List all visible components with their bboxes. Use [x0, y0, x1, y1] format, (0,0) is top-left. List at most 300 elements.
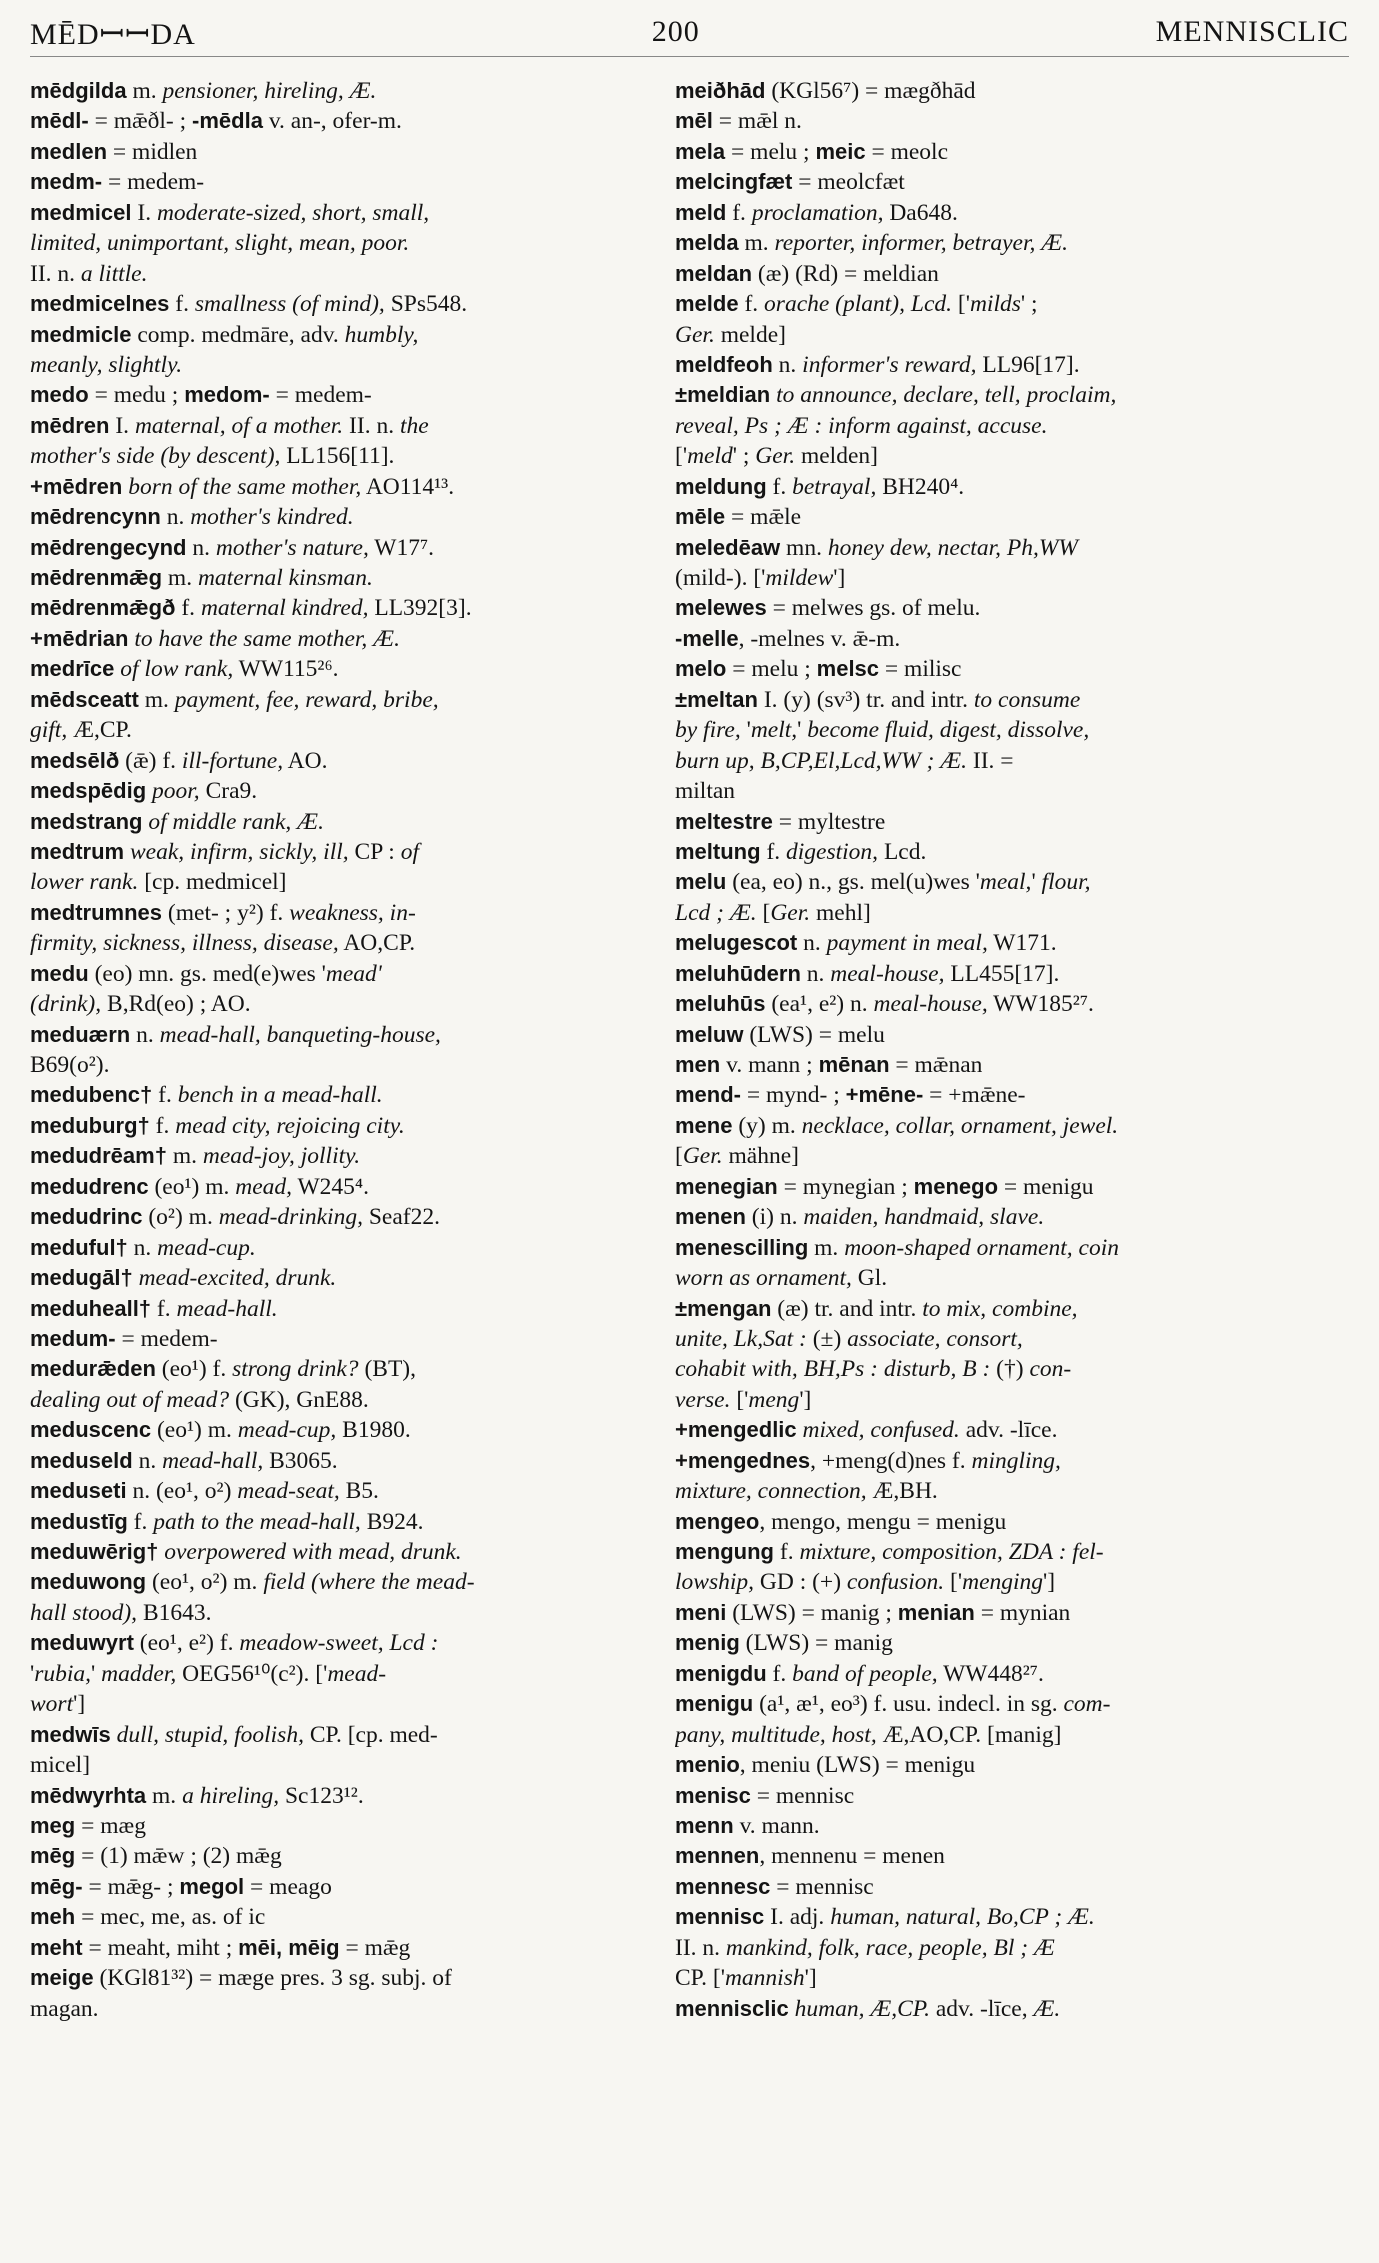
entry-text: = +mǣne-: [923, 1082, 1026, 1109]
definition-text: melt,: [750, 717, 798, 744]
entry-text: = mynegian ;: [777, 1173, 914, 1200]
entry-line: [30, 898, 670, 928]
entry-text: ': [30, 1660, 35, 1687]
headword: meduwērig†: [30, 1539, 159, 1564]
definition-text: com-: [1063, 1691, 1111, 1718]
definition-text: maternal kindred,: [200, 595, 369, 622]
entry-line: [30, 867, 670, 897]
headword: meduseld: [30, 1447, 133, 1473]
entry-line: [675, 198, 1330, 228]
entry-text: ']: [799, 1386, 812, 1413]
definition-text: strong drink?: [232, 1356, 359, 1383]
entry-line: [30, 380, 670, 410]
entry-text: adv. -līce.: [959, 1417, 1058, 1444]
definition-text: (drink),: [30, 991, 102, 1018]
entry-text: = medem-: [102, 169, 205, 196]
definition-text: of middle rank, Æ.: [148, 808, 324, 835]
entry-text: B5.: [339, 1478, 379, 1505]
definition-text: mead-hall.: [176, 1295, 278, 1322]
headword: meldfeoh: [675, 351, 773, 377]
headword: mēdren: [30, 412, 110, 438]
entry-text: = mynian: [974, 1599, 1071, 1626]
definition-text: mead,: [235, 1173, 293, 1200]
definition-text: of: [400, 838, 419, 865]
definition-text: mead-joy, jollity.: [202, 1143, 361, 1170]
entry-line: [675, 746, 1330, 776]
entry-line: [675, 289, 1330, 319]
entry-text: ': [1031, 869, 1042, 896]
entry-line: [675, 1872, 1330, 1902]
entry-line: [30, 259, 670, 289]
definition-text: Æ.: [1033, 1995, 1061, 2022]
definition-text: Ger.: [675, 321, 715, 348]
definition-text: moderate-sized, short, small,: [156, 199, 430, 226]
entry-line: [675, 1537, 1330, 1567]
definition-text: poor,: [152, 778, 200, 805]
headword: mennisc: [675, 1904, 765, 1930]
left-column: [30, 76, 670, 2024]
entry-line: [675, 411, 1330, 441]
definition-text: worn as ornament,: [675, 1265, 852, 1292]
entry-text: [': [675, 443, 688, 470]
entry-text: mehl]: [810, 899, 871, 926]
headword: meiðhād: [675, 78, 766, 103]
entry-text: n.: [127, 1234, 158, 1261]
headword: mennisclic: [675, 1995, 789, 2021]
entry-line: [675, 654, 1330, 684]
entry-text: ': [740, 717, 751, 744]
entry-line: [30, 685, 670, 715]
entry-text: = menigu: [998, 1173, 1094, 1200]
entry-text: LL455[17].: [944, 960, 1060, 987]
entry-text: W245⁴.: [292, 1173, 369, 1200]
definition-text: ill-fortune,: [181, 747, 284, 774]
definition-text: con-: [1029, 1356, 1072, 1383]
entry-text: (KGl56⁷) = mægðhād: [765, 78, 976, 104]
definition-text: wort: [30, 1691, 74, 1718]
headword: melugescot: [675, 930, 798, 956]
entry-text: f.: [774, 1539, 800, 1565]
entry-text: I.: [131, 199, 157, 226]
headword: medom-: [184, 382, 270, 408]
headword: +mēdren: [30, 473, 123, 499]
definition-text: payment, fee, reward, bribe,: [174, 686, 439, 713]
definition-text: meal-house,: [873, 991, 988, 1018]
entry-text: (GK), GnE88.: [229, 1386, 369, 1413]
definition-text: become fluid, digest, dissolve,: [807, 717, 1090, 744]
headword: mēdsceatt: [30, 686, 139, 712]
entry-text: II. n.: [30, 260, 81, 287]
entry-line: [30, 1537, 670, 1567]
entry-text: f.: [149, 1112, 176, 1139]
definition-text: meadow-sweet, Lcd :: [239, 1630, 439, 1657]
entry-line: [675, 380, 1330, 410]
entry-text: = medem-: [269, 382, 372, 409]
headword: meluhūdern: [675, 960, 801, 986]
entry-line: [30, 1324, 670, 1354]
entry-text: (LWS) = melu: [743, 1021, 885, 1048]
entry-text: (KGl81³²) = mæge pres. 3 sg. subj. of: [93, 1965, 452, 1992]
entry-text: WW185²⁷.: [987, 991, 1094, 1018]
entry-line: [675, 1781, 1330, 1811]
entry-text: = melu ;: [726, 656, 817, 683]
headword: meige: [30, 1965, 94, 1991]
entry-line: [675, 1811, 1330, 1841]
entry-line: [675, 1689, 1330, 1719]
definition-text: orache (plant), Lcd.: [764, 291, 953, 318]
entry-text: Seaf22.: [362, 1204, 440, 1231]
entry-line: [675, 137, 1330, 167]
headword: mēi, mēig: [238, 1934, 340, 1960]
entry-text: (a¹, æ¹, eo³) f. usu. indecl. in sg.: [753, 1691, 1064, 1718]
entry-line: [30, 1750, 670, 1780]
entry-text: (±): [806, 1325, 848, 1352]
entry-line: [30, 1141, 670, 1171]
entry-line: [675, 320, 1330, 350]
headword: medtrum: [30, 838, 125, 864]
entry-text: n.: [186, 534, 216, 561]
definition-text: meal,: [979, 869, 1032, 896]
headword: mēdrenmǣgð: [30, 595, 176, 621]
definition-text: payment in meal,: [826, 930, 988, 957]
entry-line: [30, 1172, 670, 1202]
entry-line: [30, 746, 670, 776]
entry-line: [30, 1628, 670, 1658]
definition-text: weakness, in-: [289, 899, 416, 926]
entry-text: f.: [175, 595, 201, 622]
entry-text: = melu ;: [725, 138, 816, 165]
definition-text: the: [399, 412, 429, 439]
headword: +mēdrian: [30, 625, 129, 651]
headword: meltung: [675, 838, 761, 864]
entry-line: [675, 776, 1330, 806]
entry-line: [30, 320, 670, 350]
entry-text: adv. -līce,: [929, 1995, 1034, 2022]
entry-line: [675, 1202, 1330, 1232]
entry-text: = mæg: [75, 1812, 146, 1839]
definition-text: verse.: [675, 1386, 731, 1413]
entry-text: mähne]: [722, 1143, 799, 1170]
entry-text: f.: [127, 1508, 154, 1535]
entry-text: (eo¹) m.: [151, 1417, 238, 1444]
entry-line: [30, 959, 670, 989]
definition-text: to have the same mother, Æ.: [134, 625, 400, 652]
entry-text: (mild-). [': [675, 565, 766, 591]
entry-line: [675, 1750, 1330, 1780]
entry-text: [': [944, 1569, 963, 1596]
entry-text: (eo¹, e²) f.: [133, 1630, 240, 1657]
entry-line: [30, 1263, 670, 1293]
headword: +mēne-: [845, 1082, 924, 1108]
entry-line: [675, 989, 1330, 1019]
definition-text: gift,: [30, 717, 68, 744]
entry-text: I.: [109, 412, 135, 439]
entry-line: [675, 1233, 1330, 1263]
definition-text: lower rank.: [30, 869, 139, 896]
entry-line: [30, 411, 670, 441]
entry-line: [675, 259, 1330, 289]
entry-text: m.: [166, 1143, 203, 1170]
entry-text: Æ,AO,CP. [manig]: [876, 1721, 1062, 1748]
definition-text: meld: [687, 443, 733, 470]
entry-text: n.: [160, 504, 191, 531]
entry-text: II. n.: [675, 1934, 726, 1961]
entry-line: [675, 1324, 1330, 1354]
definition-text: meng: [748, 1386, 800, 1413]
entry-line: [30, 533, 670, 563]
definition-text: mother's kindred.: [190, 504, 354, 531]
entry-line: [30, 624, 670, 654]
entry-text: ': [797, 717, 808, 744]
definition-text: Ger.: [682, 1143, 723, 1170]
headword: medspēdig: [30, 778, 147, 804]
headword: medsēlð: [30, 747, 120, 773]
headword: +mengednes: [675, 1447, 811, 1473]
entry-text: = meolcfæt: [792, 169, 905, 196]
entry-text: CP :: [348, 838, 401, 865]
entry-text: mn.: [780, 534, 828, 561]
headword: menigu: [675, 1691, 754, 1717]
entry-text: ' ;: [732, 443, 756, 470]
headword: medmicel: [30, 199, 132, 225]
entry-text: m.: [808, 1234, 845, 1261]
headword: meluw: [675, 1021, 744, 1047]
headword: medum-: [30, 1325, 116, 1351]
entry-line: [675, 350, 1330, 380]
definition-text: dull, stupid, foolish,: [116, 1721, 304, 1748]
entry-text: m.: [146, 1782, 183, 1809]
entry-text: , mennenu = menen: [759, 1843, 945, 1870]
entry-line: [675, 1354, 1330, 1384]
header-right-guideword: MENNISCLIC: [1155, 15, 1349, 48]
definition-text: maternal kinsman.: [197, 565, 373, 591]
definition-text: flour,: [1041, 869, 1091, 896]
definition-text: mead-drinking,: [218, 1204, 363, 1231]
entry-text: I. adj.: [764, 1904, 831, 1931]
headword: -melle: [675, 625, 739, 651]
definition-text: Ger.: [755, 443, 796, 470]
entry-text: OEG56¹⁰(c²). [': [176, 1660, 328, 1687]
entry-line: [30, 1050, 670, 1080]
headword: mengeo: [675, 1508, 760, 1534]
entry-line: [30, 654, 670, 684]
definition-text: Lcd ; Æ.: [675, 899, 757, 926]
entry-line: [675, 167, 1330, 197]
entry-text: = mǣle: [725, 504, 802, 531]
headword: medstrang: [30, 808, 143, 834]
entry-line: [675, 441, 1330, 471]
entry-line: [30, 989, 670, 1019]
entry-text: B,Rd(eo) ; AO.: [101, 991, 251, 1018]
entry-text: = mynd- ;: [741, 1082, 846, 1109]
entry-text: (LWS) = manig: [739, 1630, 893, 1657]
entry-line: [30, 807, 670, 837]
entry-text: v. mann.: [733, 1812, 820, 1839]
headword: medlen: [30, 138, 108, 164]
entry-line: [675, 76, 1330, 106]
headword: meduful†: [30, 1234, 128, 1260]
headword: mēdgilda: [30, 78, 127, 103]
entry-text: melde]: [714, 321, 786, 348]
entry-text: (eo¹, o²) m.: [146, 1569, 264, 1596]
entry-text: miltan: [675, 778, 736, 805]
definition-text: meal-house,: [830, 960, 945, 987]
entry-line: [675, 1263, 1330, 1293]
entry-line: [675, 1385, 1330, 1415]
definition-text: burn up, B,CP,El,Lcd,WW ; Æ.: [675, 747, 968, 774]
headword: medm-: [30, 169, 103, 195]
entry-text: f.: [738, 291, 765, 318]
entry-line: [30, 715, 670, 745]
headword: ±meltan: [675, 686, 758, 712]
headword: meledēaw: [675, 534, 781, 560]
entry-line: [30, 1111, 670, 1141]
entry-line: [675, 1659, 1330, 1689]
headword: medurǣden: [30, 1356, 156, 1382]
entry-text: , meniu (LWS) = menigu: [739, 1752, 976, 1779]
entry-text: m.: [738, 230, 775, 257]
entry-line: [675, 1294, 1330, 1324]
entry-line: [30, 106, 670, 136]
headword: medmicle: [30, 321, 132, 347]
headword: medudrinc: [30, 1204, 143, 1230]
headword: meduburg†: [30, 1112, 150, 1138]
entry-line: [30, 1781, 670, 1811]
definition-text: mingling,: [971, 1447, 1061, 1474]
entry-text: LL96[17].: [976, 351, 1080, 378]
entry-line: [675, 1963, 1330, 1993]
entry-text: CP. [cp. med-: [303, 1721, 438, 1748]
headword: melo: [675, 656, 727, 682]
entry-text: micel]: [30, 1752, 91, 1779]
headword: -mēdla: [192, 108, 263, 134]
definition-text: to consume: [973, 686, 1081, 713]
entry-text: f.: [766, 473, 793, 500]
entry-text: (ea, eo) n., gs. mel(u)wes ': [726, 869, 980, 896]
entry-text: (y) m.: [732, 1112, 802, 1139]
definition-text: maiden, handmaid, slave.: [803, 1204, 1045, 1231]
headword: menisc: [675, 1782, 751, 1808]
entry-line: [675, 1598, 1330, 1628]
entry-line: [675, 715, 1330, 745]
headword: +mengedlic: [675, 1417, 797, 1443]
entry-text: AO114¹³.: [361, 473, 455, 500]
entry-text: W17⁷.: [368, 534, 435, 561]
page-header: [30, 12, 1349, 52]
definition-text: a hireling,: [182, 1782, 280, 1809]
entry-text: BH240⁴.: [876, 473, 965, 500]
entry-text: (eo¹) m.: [148, 1173, 236, 1200]
definition-text: meanly, slightly.: [30, 351, 183, 378]
entry-line: [675, 1567, 1330, 1597]
entry-text: (BT),: [358, 1356, 416, 1383]
entry-text: AO.: [283, 747, 328, 774]
entry-line: [30, 1294, 670, 1324]
entry-text: Da648.: [883, 199, 958, 226]
header-left-guideword: MĒDꟷꟷDA: [30, 17, 196, 51]
entry-line: [675, 1020, 1330, 1050]
headword: mēdrengecynd: [30, 534, 187, 560]
definition-text: Ger.: [770, 899, 811, 926]
entry-line: [30, 1659, 670, 1689]
definition-text: mead-hall, banqueting-house,: [159, 1021, 441, 1048]
entry-text: f.: [726, 199, 752, 226]
entry-text: W171.: [987, 930, 1057, 957]
definition-text: mead-excited, drunk.: [138, 1265, 337, 1292]
definition-text: mother's nature,: [215, 534, 369, 561]
entry-text: = mǣg- ;: [82, 1873, 180, 1900]
definition-text: proclamation,: [751, 199, 884, 226]
entry-text: = meago: [244, 1873, 332, 1900]
entry-text: = medu ;: [88, 382, 185, 409]
entry-text: = mǣnan: [889, 1052, 983, 1078]
entry-line: [30, 1446, 670, 1476]
entry-text: Sc123¹².: [279, 1782, 364, 1809]
definition-text: smallness (of mind),: [194, 291, 385, 318]
entry-line: [675, 1628, 1330, 1658]
entry-line: [675, 1446, 1330, 1476]
entry-text: n. (eo¹, o²): [126, 1478, 238, 1505]
entry-text: II. n.: [343, 412, 400, 439]
headword: mennesc: [675, 1873, 771, 1899]
entry-text: II. =: [967, 747, 1014, 774]
entry-line: [30, 1720, 670, 1750]
entry-text: (eo) mn. gs. med(e)wes ': [88, 960, 326, 987]
entry-text: [': [952, 291, 970, 318]
definition-text: moon-shaped ornament, coin: [844, 1234, 1119, 1261]
headword: meht: [30, 1934, 83, 1960]
entry-line: [675, 106, 1330, 136]
headword: medu: [30, 960, 89, 986]
entry-line: [30, 1354, 670, 1384]
definition-text: maternal, of a mother.: [134, 412, 344, 439]
entry-line: [675, 1141, 1330, 1171]
entry-line: [675, 1507, 1330, 1537]
entry-text: LL392[3].: [368, 595, 472, 622]
headword: mēle: [675, 504, 726, 530]
headword: melu: [675, 869, 727, 895]
entry-text: = meolc: [865, 138, 949, 165]
entry-text: , mengo, mengu = menigu: [759, 1508, 1007, 1535]
headword: mēdl-: [30, 108, 89, 134]
entry-text: f.: [169, 291, 195, 318]
headword: medrīce: [30, 656, 115, 682]
definition-text: mixture, composition, ZDA : fel-: [799, 1539, 1104, 1565]
definition-text: digestion,: [786, 838, 879, 865]
entry-text: (æ) tr. and intr.: [771, 1295, 923, 1322]
headword: mēdrenmǣg: [30, 565, 163, 590]
headword: meluhūs: [675, 991, 766, 1017]
headword: menn: [675, 1812, 734, 1838]
entry-text: (†): [990, 1356, 1030, 1383]
definition-text: limited, unimportant, slight, mean, poor.: [30, 230, 410, 257]
headword: meldan: [675, 260, 753, 286]
headword: mend-: [675, 1082, 741, 1108]
entry-line: [30, 593, 670, 623]
headword: menego: [913, 1173, 999, 1199]
entry-line: [675, 807, 1330, 837]
entry-line: [30, 1598, 670, 1628]
definition-text: mead': [325, 960, 382, 987]
entry-text: = melwes gs. of melu.: [766, 595, 981, 622]
entry-text: B1643.: [137, 1599, 212, 1626]
definition-text: necklace, collar, ornament, jewel.: [801, 1112, 1119, 1139]
headword: menio: [675, 1752, 740, 1778]
definition-text: bench in a mead-hall.: [177, 1082, 383, 1109]
entry-text: (o²) m.: [142, 1204, 219, 1231]
entry-line: [30, 289, 670, 319]
header-rule: [30, 56, 1349, 57]
